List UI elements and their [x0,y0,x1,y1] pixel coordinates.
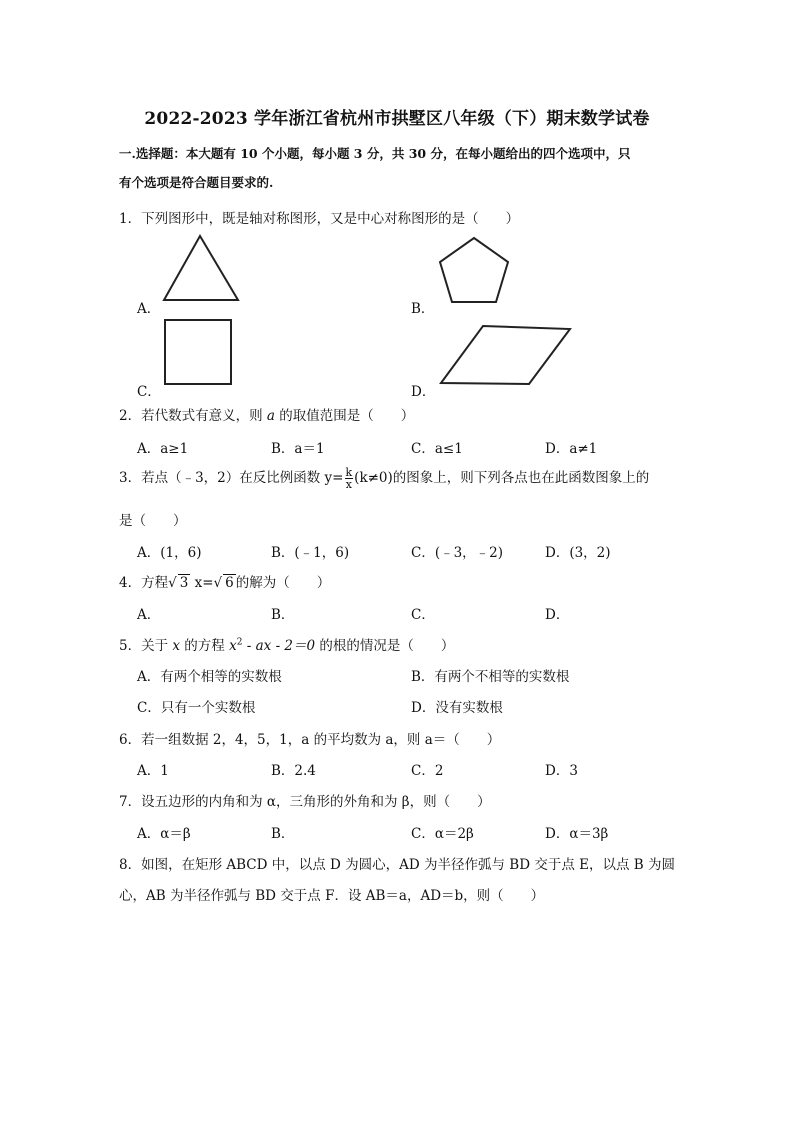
question-3-stem [119,466,649,490]
q6-option-d[interactable]: D．3 [545,763,578,779]
question-8-stem-line-1: 8．如图，在矩形 ABCD 中，以点 D 为圆心，AD 为半径作弧与 BD 交于点 E，以点 B 为圆 [119,857,675,873]
q1-option-c[interactable]: C． [137,384,161,400]
q5-eq-exponent: 2 [236,637,243,648]
q6-option-a[interactable]: A．1 [137,763,169,779]
q4-option-a[interactable]: A． [137,607,161,623]
q3-fraction [345,467,354,490]
question-7-stem: 7．设五边形的内角和为 α，三角形的外角和为 β，则（ ） [119,794,491,810]
q3-fraction-numerator: k [345,466,353,479]
pentagon-figure [436,234,512,306]
q1-option-d[interactable]: D． [411,384,436,400]
q7-option-b[interactable]: B． [271,826,295,842]
q4-x: x= [190,575,214,591]
section-heading [119,139,679,197]
q3-stem-mid: (k≠0)的图象上，则下列各点也在此函数图象上的 [354,470,650,486]
q3-fraction-denominator: x [345,478,352,491]
question-4-stem [119,571,330,591]
q5-var-x: x [172,638,181,654]
q2-option-d[interactable]: D．a≠1 [545,441,598,457]
page-title: 2022-2023 学年浙江省杭州市拱墅区八年级（下）期末数学试卷 [144,109,650,129]
q3-option-d[interactable]: D．(3，2) [545,545,611,561]
question-3-stem-line-2: 是（ ） [119,513,187,529]
q7-option-a[interactable]: A．α＝β [137,826,191,842]
parallelogram-figure [437,323,573,387]
section-line-2: 有个选项是符合题目要求的. [119,175,274,190]
q5-eq-x: x [229,638,237,654]
q5-option-d[interactable]: D．没有实数根 [411,700,503,716]
q3-option-a[interactable]: A．(1，6) [137,545,202,561]
q2-stem-var: a [266,408,275,424]
q2-option-c[interactable]: C．a≤1 [411,441,463,457]
question-2-stem [119,404,414,424]
sqrt-sign-icon: √ [168,575,177,591]
question-6-stem: 6．若一组数据 2，4，5，1，a 的平均数为 a，则 a＝（ ） [119,732,501,748]
q5-stem-post: 的根的情况是（ ） [315,638,455,654]
q2-stem-pre: 2．若代数式有意义，则 [119,408,267,424]
q2-stem-post: 的取值范围是（ ） [274,408,415,424]
question-1-stem: 1．下列图形中，既是轴对称图形，又是中心对称图形的是（ ） [119,211,520,227]
q6-option-c[interactable]: C．2 [411,763,444,779]
section-line-1: 一.选择题：本大题有 10 个小题，每小题 3 分，共 30 分，在每小题给出的四个选项中，只 [119,146,631,161]
q3-stem-pre: 3．若点（﹣3，2）在反比例函数 y= [119,470,344,486]
q1-option-b[interactable]: B． [411,301,435,317]
q7-option-c[interactable]: C．α＝2β [411,826,474,842]
q5-option-b[interactable]: B．有两个不相等的实数根 [411,669,570,685]
question-8-stem-line-2: 心，AB 为半径作弧与 BD 交于点 F．设 AB＝a，AD＝b，则（ ） [119,888,545,904]
q4-option-d[interactable]: D． [545,607,570,623]
q1-option-a[interactable]: A． [137,301,161,317]
q4-stem-pre: 4．方程 [119,575,169,591]
q2-option-b[interactable]: B．a＝1 [271,441,325,457]
square-figure [162,317,234,387]
q5-option-a[interactable]: A．有两个相等的实数根 [137,669,282,685]
q3-option-c[interactable]: C．(﹣3，﹣2) [411,545,504,561]
triangle-figure [160,232,242,304]
question-5-stem [119,634,454,654]
q5-option-c[interactable]: C．只有一个实数根 [137,700,256,716]
q7-option-d[interactable]: D．α＝3β [545,826,609,842]
q4-sqrt-2: 6 [225,575,234,591]
sqrt-sign-icon: √ [213,575,223,591]
q4-option-b[interactable]: B． [271,607,295,623]
q4-sqrt-1: 3 [179,575,189,591]
q4-option-c[interactable]: C． [411,607,435,623]
q4-stem-post: 的解为（ ） [235,575,331,591]
q5-stem-pre: 5．关于 [119,638,173,654]
q5-eq-rest: - ax - 2＝0 [242,638,316,654]
q5-stem-mid: 的方程 [180,638,230,654]
q6-option-b[interactable]: B．2.4 [271,763,316,779]
q2-option-a[interactable]: A．a≥1 [137,441,189,457]
q3-option-b[interactable]: B．(﹣1，6) [271,545,350,561]
